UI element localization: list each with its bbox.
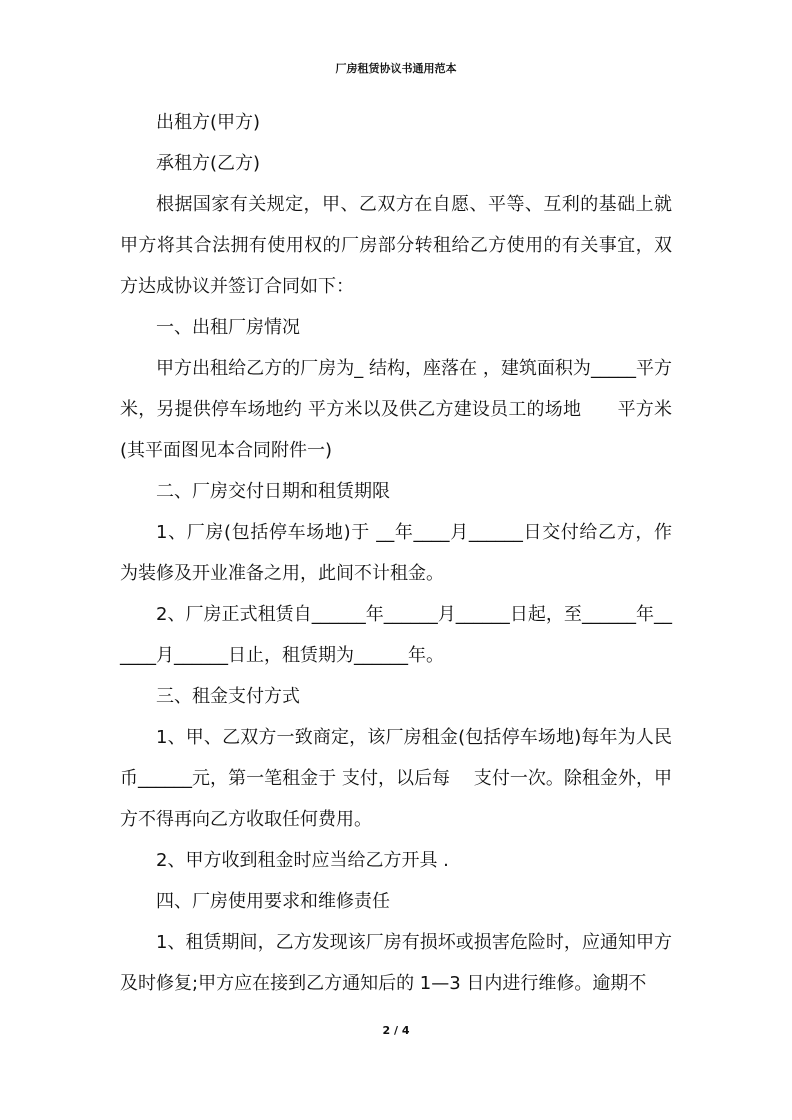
party-lessee: 承租方(乙方): [156, 153, 261, 174]
section-4-clause-1: 1、租赁期间，乙方发现该厂房有损坏或损害危险时，应通知甲方及时修复;甲方应在接到乙方通知后的 1—3 日内进行维修。逾期不: [120, 932, 672, 994]
section-3-clause-1: 1、甲、乙双方一致商定，该厂房租金(包括停车场地)每年为人民币______元，第一笔租金于 支付，以后每 支付一次。除租金外，甲方不得再向乙方收取任何费用。: [120, 727, 672, 830]
section-2-clause-2: 2、厂房正式租赁自______年______月______日起，至______年______月______日止，租赁期为______年。: [120, 604, 672, 666]
page-number: 2 / 4: [382, 1024, 410, 1037]
section-heading-2: 二、厂房交付日期和租赁期限: [156, 481, 390, 502]
document-header-title: 厂房租赁协议书通用范本: [335, 62, 457, 75]
preamble-paragraph: 根据国家有关规定，甲、乙双方在自愿、平等、互利的基础上就甲方将其合法拥有使用权的厂房部分转租给乙方使用的有关事宜，双方达成协议并签订合同如下：: [120, 194, 672, 297]
section-3-clause-2: 2、甲方收到租金时应当给乙方开具 .: [156, 850, 449, 871]
party-lessor: 出租方(甲方): [156, 112, 261, 133]
section-heading-3: 三、租金支付方式: [156, 686, 300, 707]
section-heading-4: 四、厂房使用要求和维修责任: [156, 891, 390, 912]
section-2-clause-1: 1、厂房(包括停车场地)于 __年____月______日交付给乙方，作为装修及开业准备之用，此间不计租金。: [120, 522, 672, 584]
section-1-paragraph: 甲方出租给乙方的厂房为_ 结构，座落在 ，建筑面积为_____平方米，另提供停车场地约 平方米以及供乙方建设员工的场地 平方米(其平面图见本合同附件一): [120, 358, 672, 461]
section-heading-1: 一、出租厂房情况: [156, 317, 300, 338]
document-body: [120, 102, 672, 1004]
